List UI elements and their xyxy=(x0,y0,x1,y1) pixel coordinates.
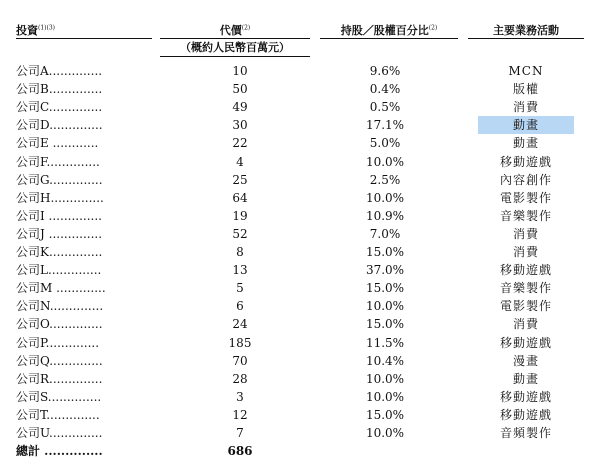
price-value: 7 xyxy=(236,426,244,440)
table-row xyxy=(0,352,600,370)
price-value: 6 xyxy=(236,299,244,314)
table-row xyxy=(0,243,600,261)
header-rule xyxy=(320,38,458,39)
header-rule xyxy=(468,38,584,39)
price-value: 25 xyxy=(232,172,248,187)
table-row xyxy=(0,153,600,171)
table-row xyxy=(0,315,600,333)
company-name: 公司K.............. xyxy=(16,245,103,259)
table-row xyxy=(0,189,600,207)
price-value: 49 xyxy=(232,100,248,115)
price-value: 28 xyxy=(232,371,248,386)
activity-value: MCN xyxy=(508,64,544,78)
stake-value: 10.0% xyxy=(365,154,405,169)
table-row xyxy=(0,334,600,352)
activity-value: 動畫 xyxy=(478,116,574,134)
table-row xyxy=(0,171,600,189)
price-value: 52 xyxy=(232,226,248,241)
price-value: 10 xyxy=(232,64,248,78)
activity-value: 移動遊戲 xyxy=(499,335,552,350)
activity-value: 音樂製作 xyxy=(499,281,552,296)
header-price: 代價$^{(2)}$ xyxy=(219,24,251,37)
company-name: 公司I .............. xyxy=(16,208,102,223)
company-name: 公司F.............. xyxy=(16,154,100,169)
company-name: 公司M ............. xyxy=(16,281,106,296)
stake-value: 10.0% xyxy=(365,299,405,314)
table-row xyxy=(0,388,600,406)
activity-value: 音頻製作 xyxy=(499,426,552,440)
price-value: 5 xyxy=(236,281,244,296)
activity-value: 移動遊戲 xyxy=(499,407,552,422)
stake-value: 17.1% xyxy=(365,118,405,133)
stake-value: 10.0% xyxy=(365,389,405,404)
price-value: 70 xyxy=(232,353,248,368)
price-value: 19 xyxy=(232,208,248,223)
table-row xyxy=(0,62,600,80)
stake-value: 10.9% xyxy=(365,208,405,223)
table-row xyxy=(0,261,600,279)
company-name: 公司C.............. xyxy=(16,100,103,115)
company-name: 公司D.............. xyxy=(16,118,103,133)
activity-value: 消費 xyxy=(512,317,539,332)
header-activity: 主要業務活動 xyxy=(493,24,559,37)
activity-value: 消費 xyxy=(512,226,539,241)
stake-value: 0.5% xyxy=(369,100,401,115)
company-name: 公司P.............. xyxy=(16,335,100,350)
stake-value: 11.5% xyxy=(365,335,405,350)
total-row xyxy=(0,442,600,460)
table-row xyxy=(0,279,600,297)
company-name: 公司N.............. xyxy=(16,299,104,314)
price-value: 8 xyxy=(236,245,244,259)
stake-value: 15.0% xyxy=(365,281,405,296)
header-price-unit: （概約人民幣百萬元） xyxy=(160,39,310,57)
company-name: 公司T.............. xyxy=(16,407,100,422)
company-name: 公司E ............ xyxy=(16,136,99,151)
stake-value: 2.5% xyxy=(369,172,401,187)
company-name: 公司O.............. xyxy=(16,317,103,332)
stake-value: 5.0% xyxy=(369,136,401,151)
company-name: 公司L.............. xyxy=(16,263,102,278)
price-value: 12 xyxy=(232,407,248,422)
price-value: 4 xyxy=(236,154,244,169)
activity-value: 版權 xyxy=(512,82,539,97)
activity-value: 消費 xyxy=(512,245,539,259)
price-value: 50 xyxy=(232,82,248,97)
price-value: 64 xyxy=(232,190,248,205)
company-name: 公司H.............. xyxy=(16,190,104,205)
activity-value: 漫畫 xyxy=(512,353,539,368)
table-row xyxy=(0,406,600,424)
company-name: 公司G.............. xyxy=(16,172,103,187)
activity-value: 內容創作 xyxy=(499,172,552,187)
stake-value: 10.4% xyxy=(365,353,405,368)
header-rule xyxy=(16,38,152,39)
price-value: 22 xyxy=(232,136,248,151)
price-value: 13 xyxy=(232,263,248,278)
table-row xyxy=(0,207,600,225)
price-value: 3 xyxy=(236,389,244,404)
header-stake: 持股／股權百分比$^{(2)}$ xyxy=(340,24,438,37)
total-value: 686 xyxy=(227,444,253,459)
total-label: 總計 .............. xyxy=(16,444,103,459)
stake-value: 15.0% xyxy=(365,317,405,332)
activity-value: 移動遊戲 xyxy=(499,389,552,404)
activity-value: 動畫 xyxy=(512,371,539,386)
stake-value: 15.0% xyxy=(365,407,405,422)
table-row xyxy=(0,134,600,152)
activity-value: 電影製作 xyxy=(499,299,552,314)
stake-value: 10.0% xyxy=(365,190,405,205)
company-name: 公司Q.............. xyxy=(16,353,103,368)
stake-value: 10.0% xyxy=(365,426,405,440)
table-row xyxy=(0,98,600,116)
header-investment: 投資$^{(1)(3)}$ xyxy=(16,24,55,37)
activity-value: 移動遊戲 xyxy=(499,154,552,169)
stake-value: 0.4% xyxy=(369,82,401,97)
company-name: 公司R.............. xyxy=(16,371,103,386)
price-value: 24 xyxy=(232,317,248,332)
price-value: 30 xyxy=(232,118,248,133)
company-name: 公司J .............. xyxy=(16,226,103,241)
activity-value: 電影製作 xyxy=(499,190,552,205)
activity-value: 消費 xyxy=(512,100,539,115)
table-row xyxy=(0,424,600,442)
company-name: 公司B.............. xyxy=(16,82,103,97)
activity-value: 移動遊戲 xyxy=(499,263,552,278)
price-value: 185 xyxy=(228,335,252,350)
table-row xyxy=(0,116,600,134)
table-row xyxy=(0,297,600,315)
activity-value: 音樂製作 xyxy=(499,208,552,223)
table-row xyxy=(0,80,600,98)
stake-value: 37.0% xyxy=(365,263,405,278)
stake-value: 9.6% xyxy=(369,64,401,78)
stake-value: 10.0% xyxy=(365,371,405,386)
company-name: 公司U.............. xyxy=(16,426,103,440)
company-name: 公司S.............. xyxy=(16,389,102,404)
activity-value: 動畫 xyxy=(512,136,539,151)
stake-value: 15.0% xyxy=(365,245,405,259)
company-name: 公司A.............. xyxy=(16,64,103,78)
stake-value: 7.0% xyxy=(369,226,401,241)
table-row xyxy=(0,225,600,243)
table-row xyxy=(0,370,600,388)
